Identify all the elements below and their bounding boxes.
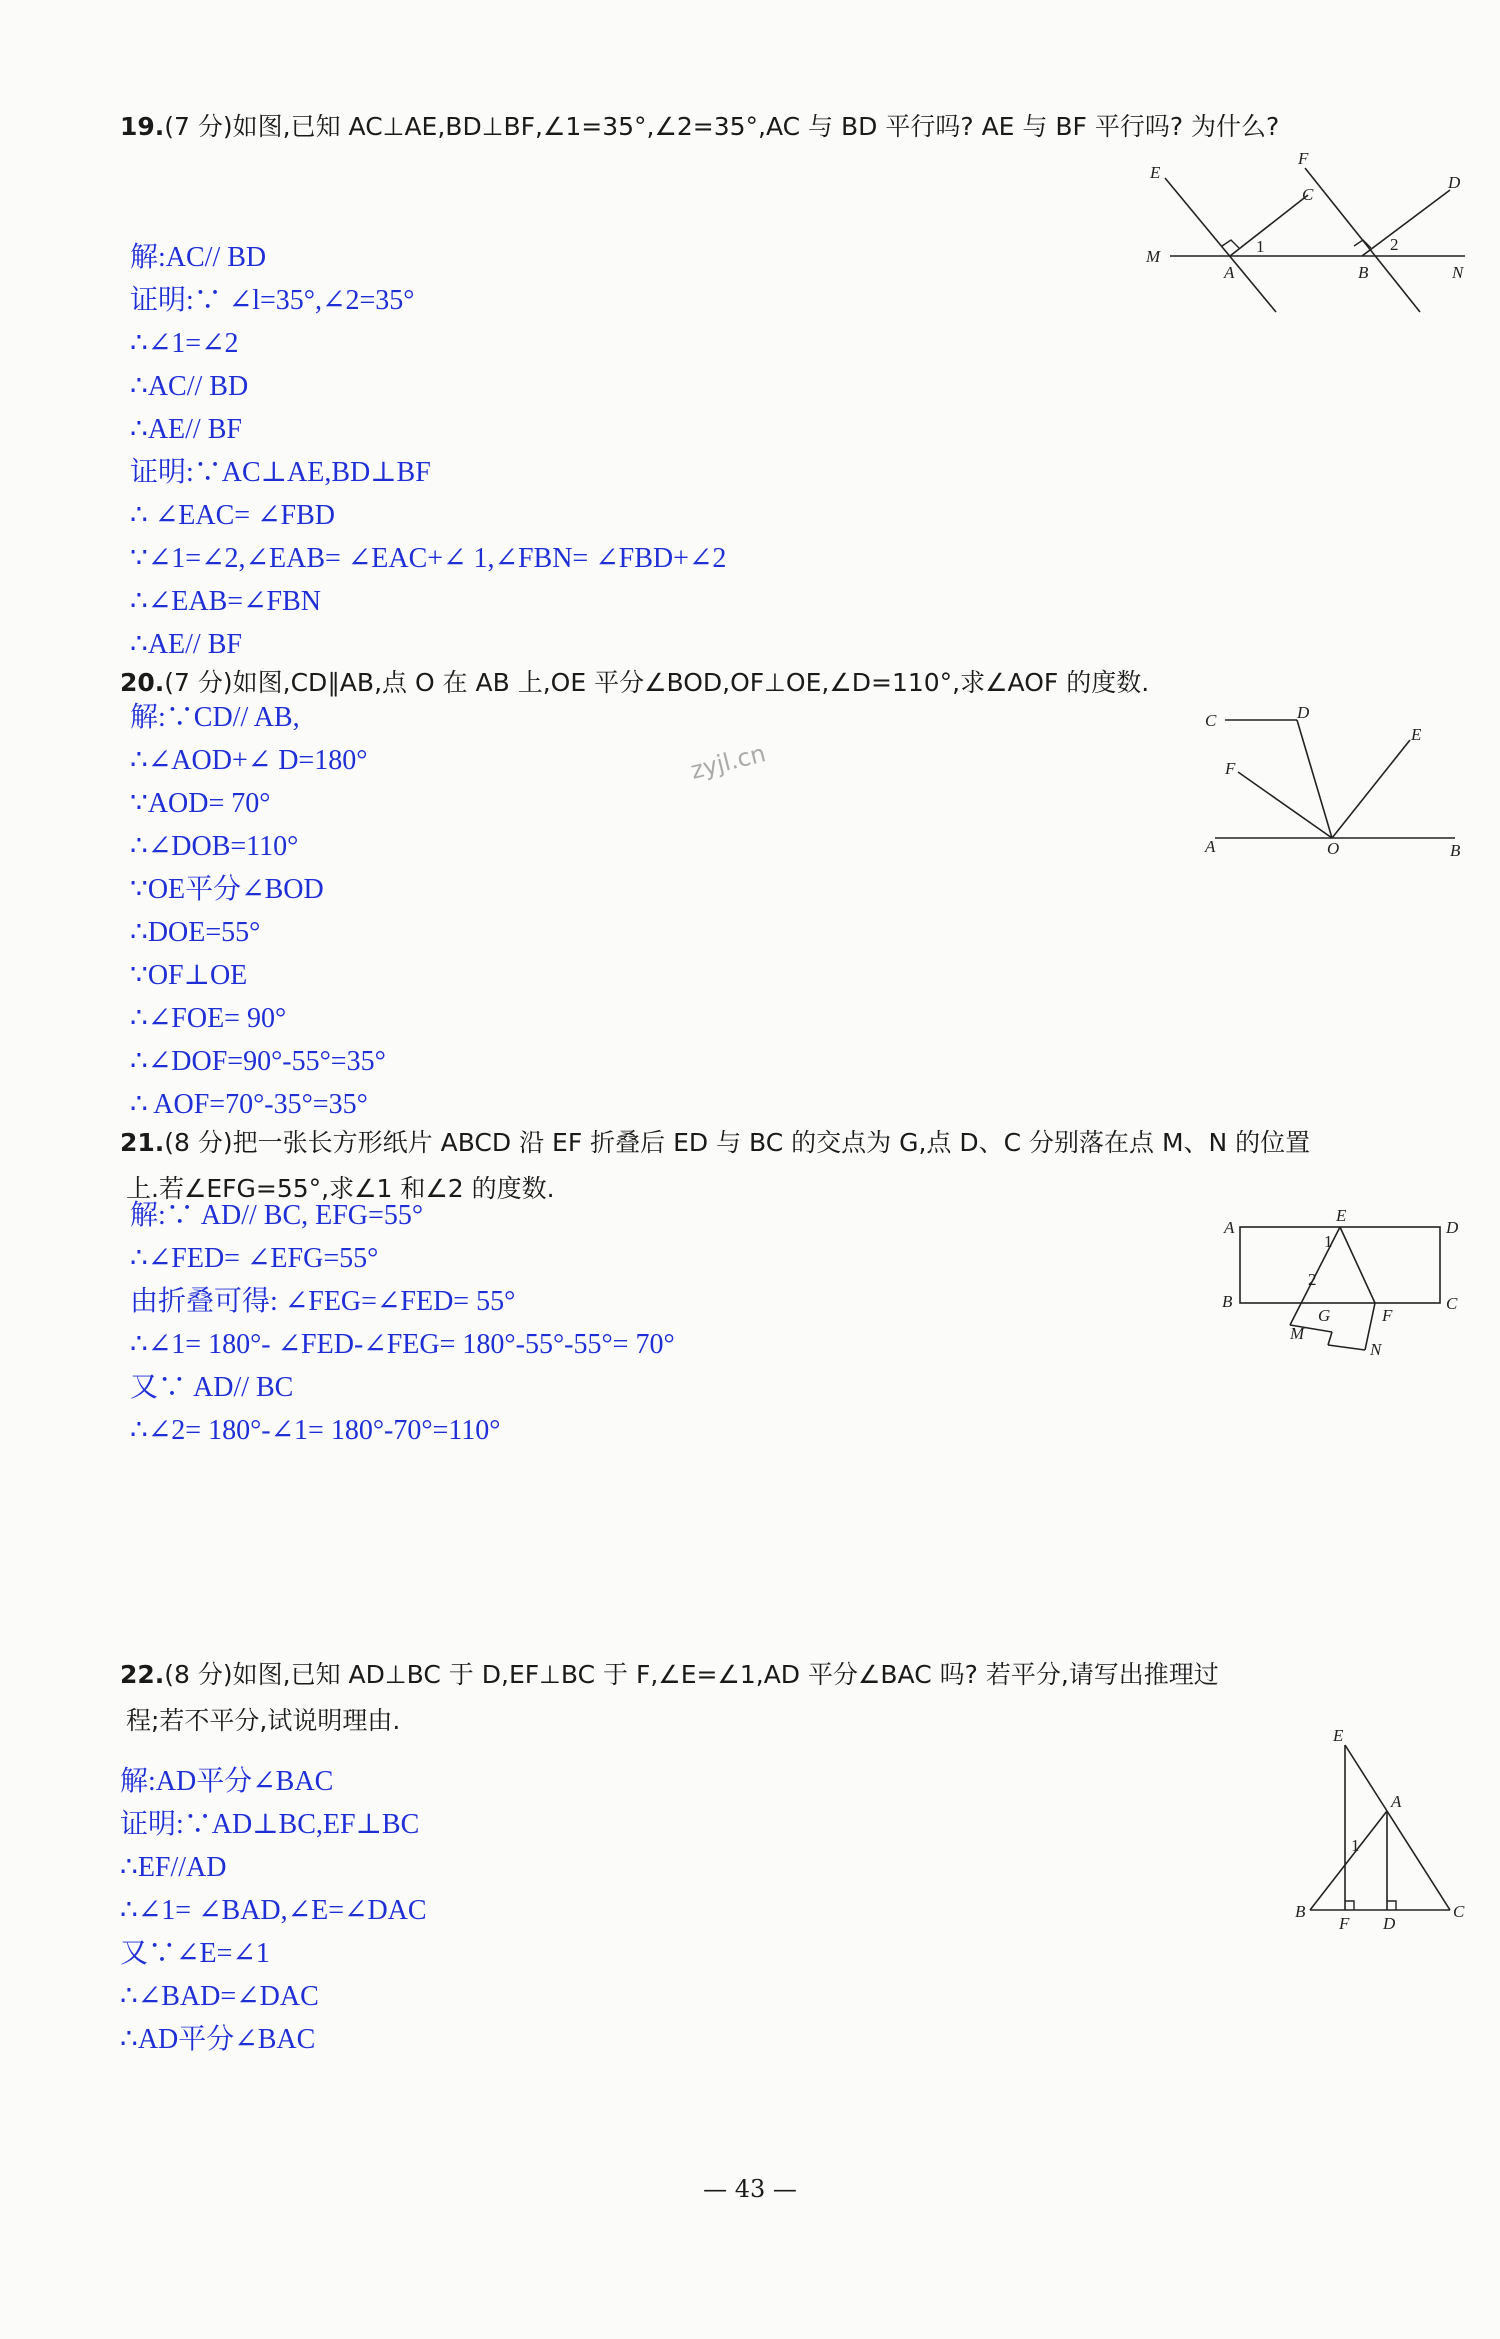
label: B <box>1295 1902 1306 1921</box>
label: B <box>1450 841 1461 860</box>
figure-20 <box>1195 700 1485 870</box>
figure-21 <box>1210 1205 1470 1365</box>
answer-line: 由折叠可得: ∠FEG=∠FED= 55° <box>130 1286 516 1317</box>
answer-line: 又∵ AD// BC <box>130 1372 294 1403</box>
answer-line: ∴∠1= ∠BAD,∠E=∠DAC <box>120 1895 427 1926</box>
answer-line: 解:∵CD// AB, <box>130 702 300 733</box>
answer-line: ∴∠FOE= 90° <box>130 1003 287 1034</box>
label: E <box>1411 725 1422 744</box>
question-number: 20. <box>120 668 165 697</box>
label: D <box>1383 1914 1396 1933</box>
label: F <box>1339 1914 1350 1933</box>
label: E <box>1336 1206 1347 1225</box>
answer-line: ∴∠AOD+∠ D=180° <box>130 745 368 776</box>
label: C <box>1205 711 1217 730</box>
label: D <box>1297 703 1310 722</box>
label: G <box>1318 1306 1331 1325</box>
answer-line: ∵AOD= 70° <box>130 788 271 819</box>
label: 2 <box>1308 1270 1317 1289</box>
answer-line: ∴∠EAB=∠FBN <box>130 586 321 617</box>
label: C <box>1446 1294 1458 1313</box>
label: A <box>1224 263 1235 282</box>
label: 2 <box>1390 235 1399 254</box>
label: 1 <box>1256 237 1265 256</box>
label: O <box>1327 839 1340 858</box>
answer-line: ∴∠DOF=90°-55°=35° <box>130 1046 386 1077</box>
label: F <box>1298 149 1309 168</box>
question-text: (8 分)把一张长方形纸片 ABCD 沿 EF 折叠后 ED 与 BC 的交点为 G,点 D、C 分别落在点 M、N 的位置 <box>164 1128 1311 1157</box>
label: D <box>1446 1218 1459 1237</box>
question-19 <box>120 104 1460 150</box>
label: E <box>1333 1726 1344 1745</box>
answer-line: ∴ AOF=70°-35°=35° <box>130 1089 368 1120</box>
answer-line: 证明:∵AD⊥BC,EF⊥BC <box>120 1809 420 1840</box>
answer-line: ∴∠BAD=∠DAC <box>120 1981 319 2012</box>
label: D <box>1448 173 1461 192</box>
question-text-cont: 程;若不平分,试说明理由. <box>126 1706 401 1735</box>
question-number: 19. <box>120 112 165 141</box>
answer-line: 又∵∠E=∠1 <box>120 1938 270 1969</box>
question-22 <box>120 1652 1460 1744</box>
label: N <box>1452 263 1464 282</box>
label: C <box>1453 1902 1465 1921</box>
answer-20 <box>130 696 386 1126</box>
answer-line: ∴DOE=55° <box>130 917 261 948</box>
answer-line: ∴∠DOB=110° <box>130 831 299 862</box>
question-text: (8 分)如图,已知 AD⊥BC 于 D,EF⊥BC 于 F,∠E=∠1,AD 平分∠BAC 吗? 若平分,请写出推理过 <box>164 1660 1219 1689</box>
question-text: (7 分)如图,CD∥AB,点 O 在 AB 上,OE 平分∠BOD,OF⊥OE,∠D=110°,求∠AOF 的度数. <box>164 668 1150 697</box>
answer-line: ∴∠1= 180°- ∠FED-∠FEG= 180°-55°-55°= 70° <box>130 1329 675 1360</box>
label: A <box>1205 837 1216 856</box>
label: M <box>1146 247 1161 266</box>
answer-line: ∴∠1=∠2 <box>130 328 239 359</box>
label: F <box>1225 759 1236 778</box>
question-number: 21. <box>120 1128 165 1157</box>
figure-19 <box>1130 150 1470 320</box>
answer-22 <box>120 1760 427 2061</box>
answer-line: ∵∠1=∠2,∠EAB= ∠EAC+∠ 1,∠FBN= ∠FBD+∠2 <box>130 543 727 574</box>
answer-line: 证明:∵AC⊥AE,BD⊥BF <box>130 457 431 488</box>
answer-line: 解:AD平分∠BAC <box>120 1766 334 1797</box>
answer-line: ∴AC// BD <box>130 371 249 402</box>
answer-line: 证明:∵ ∠l=35°,∠2=35° <box>130 285 415 316</box>
label: 1 <box>1324 1232 1333 1251</box>
label: 1 <box>1351 1836 1360 1855</box>
answer-line: ∴AE// BF <box>130 414 242 445</box>
label: N <box>1370 1340 1382 1359</box>
label: F <box>1382 1306 1393 1325</box>
answer-line: ∴EF//AD <box>120 1852 227 1883</box>
question-number: 22. <box>120 1660 165 1689</box>
answer-line: ∴AD平分∠BAC <box>120 2024 316 2055</box>
question-text-cont: 上.若∠EFG=55°,求∠1 和∠2 的度数. <box>126 1174 555 1203</box>
answer-line: 解:AC// BD <box>130 242 267 273</box>
label: C <box>1302 185 1314 204</box>
answer-line: ∴∠FED= ∠EFG=55° <box>130 1243 379 1274</box>
figure-22 <box>1285 1725 1475 1935</box>
answer-line: ∴AE// BF <box>130 629 242 660</box>
page-number: — 43 — <box>703 2175 797 2203</box>
label: B <box>1358 263 1369 282</box>
label: B <box>1222 1292 1233 1311</box>
answer-19 <box>130 236 726 666</box>
answer-line: ∵OE平分∠BOD <box>130 874 324 905</box>
question-text: (7 分)如图,已知 AC⊥AE,BD⊥BF,∠1=35°,∠2=35°,AC 与 BD 平行吗? AE 与 BF 平行吗? 为什么? <box>164 112 1280 141</box>
answer-line: ∴∠2= 180°-∠1= 180°-70°=110° <box>130 1415 501 1446</box>
label: A <box>1391 1792 1402 1811</box>
answer-line: ∴ ∠EAC= ∠FBD <box>130 500 335 531</box>
watermark: zyjl.cn <box>687 739 769 785</box>
answer-line: 解:∵ AD// BC, EFG=55° <box>130 1200 424 1231</box>
answer-21 <box>130 1194 675 1452</box>
label: M <box>1290 1324 1305 1343</box>
label: E <box>1150 163 1161 182</box>
label: A <box>1224 1218 1235 1237</box>
answer-line: ∵OF⊥OE <box>130 960 248 991</box>
